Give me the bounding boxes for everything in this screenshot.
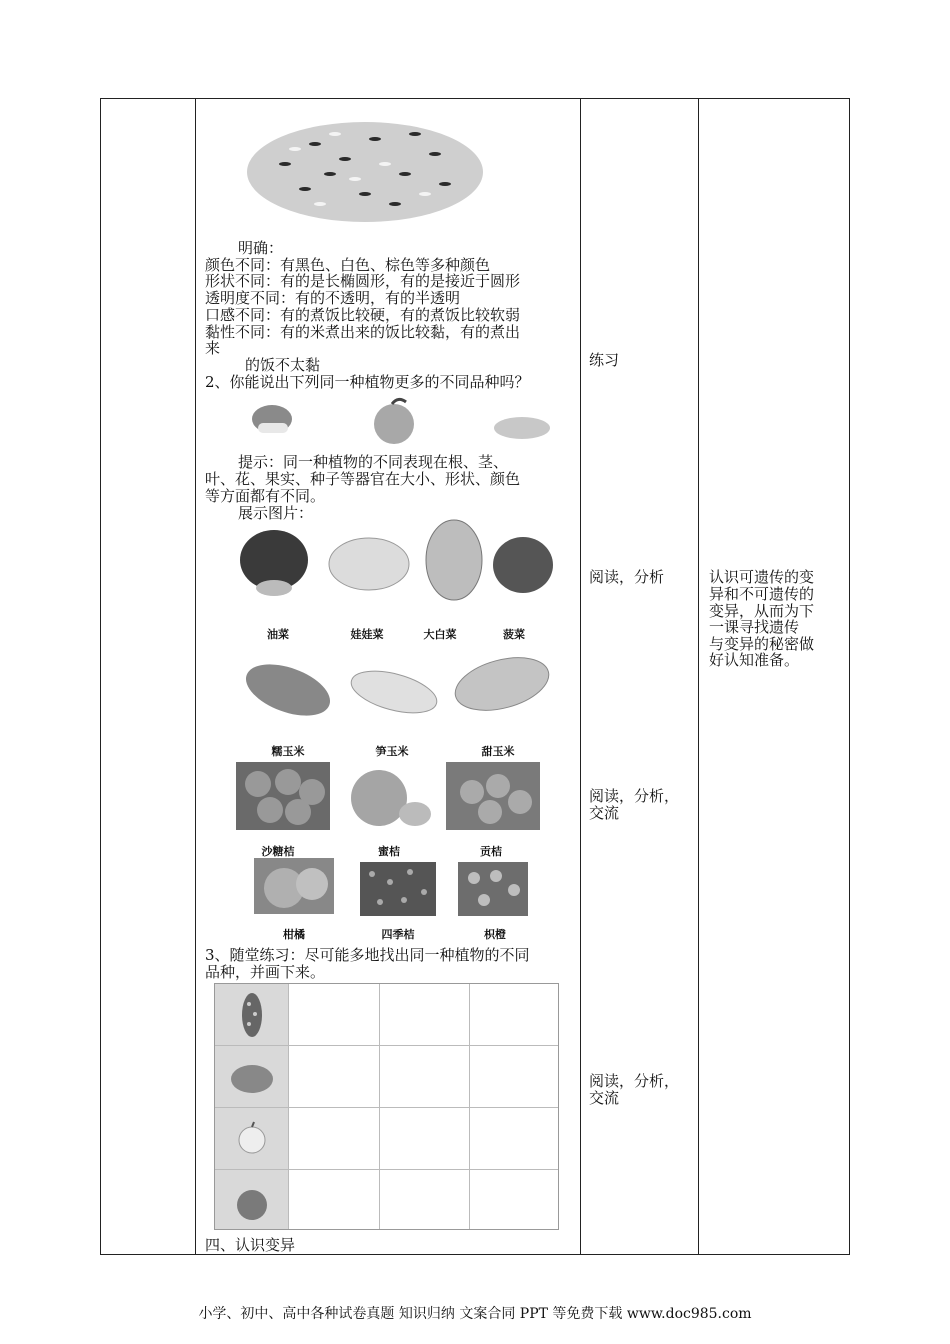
variety-label: 糯玉米: [271, 745, 305, 758]
column-divider: [195, 98, 196, 1255]
sugar-orange-image: [236, 762, 330, 830]
corn-image: [492, 413, 552, 443]
baby-corn-image: [346, 660, 442, 724]
design-intent: 与变异的秘密做: [709, 635, 815, 653]
tomato-icon: [235, 1186, 269, 1222]
question-3: 品种，并画下来。: [205, 963, 326, 981]
activity-read-analyze-exchange: 阅读，分析，: [589, 787, 680, 805]
rapeseed-greens-image: [236, 520, 312, 600]
footer-link[interactable]: 小学、初中、高中各种试卷真题 知识归纳 文案合同 PPT 等免费下载 www.doc985.com: [198, 1306, 752, 1322]
question-2: 2、你能说出下列同一种植物更多的不同品种吗？: [205, 373, 530, 391]
show-pictures-label: 展示图片：: [238, 504, 314, 522]
rice-point: 的饭不太黏: [245, 356, 321, 374]
orange-image: [370, 396, 418, 446]
variety-label: 沙糖桔: [261, 845, 295, 858]
variety-label: 大白菜: [423, 628, 457, 641]
waxy-corn-image: [240, 656, 336, 724]
corn-icon: [237, 990, 267, 1040]
potato-icon: [229, 1062, 275, 1096]
calamondin-image: [360, 862, 436, 916]
variety-label: 贡桔: [480, 845, 502, 858]
rice-point: 形状不同：有的是长椭圆形，有的是接近于圆形: [205, 272, 521, 290]
rice-point: 颜色不同：有黑色、白色、棕色等多种颜色: [205, 256, 491, 274]
sweet-corn-image: [448, 648, 556, 720]
apple-icon: [237, 1120, 267, 1156]
column-divider: [580, 98, 581, 1255]
tangerine-image: [345, 762, 435, 832]
variety-label: 甜玉米: [481, 745, 515, 758]
variety-label: 蜜桔: [378, 845, 400, 858]
activity-read-analyze: 阅读，分析: [589, 568, 665, 586]
variety-label: 油菜: [267, 628, 289, 641]
practice-drawing-grid: [214, 983, 559, 1230]
variety-label: 四季桔: [381, 928, 415, 941]
design-intent: 变异，从而为下: [709, 602, 815, 620]
spinach-image: [490, 530, 556, 600]
rice-point: 透明度不同：有的不透明，有的半透明: [205, 289, 461, 307]
section-4-heading: 四、认识变异: [205, 1236, 296, 1254]
activity-practice: 练习: [589, 351, 620, 369]
bok-choy-image: [248, 397, 300, 441]
rice-point: 黏性不同：有的米煮出来的饭比较黏，有的煮出: [205, 323, 521, 341]
hint-line: 等方面都有不同。: [205, 487, 326, 505]
column-divider: [698, 98, 699, 1255]
question-3: 3、随堂练习：尽可能多地找出同一种植物的不同: [205, 946, 530, 964]
variety-label: 枳橙: [484, 928, 506, 941]
napa-cabbage-image: [424, 518, 484, 602]
design-intent: 认识可遗传的变: [709, 568, 815, 586]
activity-read-analyze-exchange: 阅读，分析，: [589, 1072, 680, 1090]
tribute-orange-image: [446, 762, 540, 830]
design-intent: 好认知准备。: [709, 651, 800, 669]
activity-read-analyze-exchange: 交流: [589, 804, 620, 822]
variety-label: 笋玉米: [375, 745, 409, 758]
hint-line: 叶、花、果实、种子等器官在大小、形状、颜色: [205, 470, 521, 488]
design-intent: 异和不可遗传的: [709, 585, 815, 603]
rice-point: 来: [205, 339, 221, 357]
mandarin-image: [254, 858, 334, 914]
design-intent: 一课寻找遗传: [709, 618, 800, 636]
citrange-image: [458, 862, 528, 916]
variety-label: 菠菜: [503, 628, 525, 641]
variety-label: 柑橘: [283, 928, 305, 941]
hint-line: 提示：同一种植物的不同表现在根、茎、: [238, 453, 509, 471]
rice-point: 口感不同：有的煮饭比较硬，有的煮饭比较软弱: [205, 306, 521, 324]
clarify-label: 明确：: [238, 239, 284, 257]
variety-label: 娃娃菜: [350, 628, 384, 641]
baby-cabbage-image: [326, 530, 412, 598]
rice-grains-image: [245, 104, 485, 232]
activity-read-analyze-exchange: 交流: [589, 1089, 620, 1107]
